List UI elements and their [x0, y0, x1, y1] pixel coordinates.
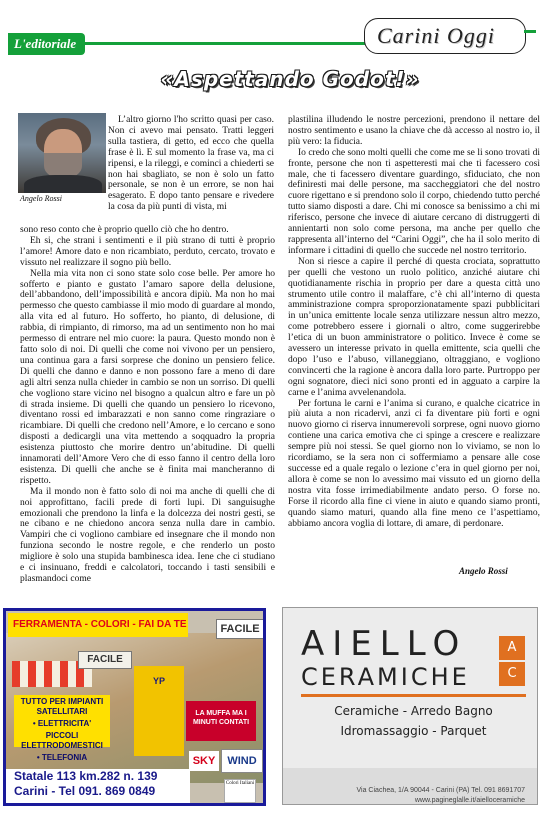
- aiello-ceramiche-ad: [282, 607, 538, 805]
- hardware-store-ad: [3, 608, 266, 806]
- header-rule-right: [524, 30, 536, 33]
- article-paragraph: Nella mia vita non ci sono state solo cose belle. Per amore ho sofferto e pianto e gustato l’amaro sapore della delusione, dell’abbandono, dell’impossibilità e ancora dipiù. Ma non ho mai permesso che questo cambiasse il mio modo di guardare al mondo, alla vita ed al futuro. Ho sofferto, ho pianto, di delusione, di rabbia, di rimpianto, di rimorso, ma ad un sentimento non ho mai permesso di entrare nel mio cuore: la paura. Questo mondo non è fatto solo di noi. Di quelli che come noi vivono per un pensiero, una continua gara a farsi sorprese che donino un pensiero felice. Di quelli che danno e danno e non possono fare a meno di dare agli altri senza nulla chieder in cambio se non un sorriso. Di quelli che vogliono stare vicino nel bisogno a qualcun altro e fare un pò di strada insieme. Di quelli che quando un pensiero lo ricevono, diventano rossi ed imbarazzati e non sanno come ringraziare o ricambiare. Di quelli che credono nell’Amore, e lo cercano e sono disposti a dedicargli una vita mettendo a soqquadro la propria esistenza piuttosto che morire dentro un’abitudine. Di quelli innamorati dell’Amore Vero che di esso fanno il centro della loro esistenza. Di quelli che anche se è finita mai mancheranno di rispetto.: [20, 268, 275, 486]
- article-paragraph: Ma il mondo non è fatto solo di noi ma anche di quelli che di noi approfittano, facili prede di forti lupi. Di sanguisughe emozionali che prendono la linfa e la dolcezza dei nostri gesti, se ne cibano e ne chiedono ancora senza nulla dare in cambio. Vampiri che ci vogliono cambiare ed insegnare che il mondo non funziona secondo le nostre regole, e che renderlo un posto migliore è solo una stupida bambinesca idea. Iene che ci studiano e ci insinuano, freddi e calcolatori, toccando i tasti sensibili e plasmandoci come: [20, 486, 275, 584]
- ad-address-box: [6, 769, 190, 805]
- ad-services-line: Idromassaggio - Parquet: [340, 724, 487, 738]
- services-line: TUTTO PER IMPIANTI SATELLITARI: [20, 697, 104, 716]
- logo-letter-a: A: [499, 636, 525, 660]
- article-paragraph: sono reso conto che è proprio quello ciò che ho dentro.: [20, 225, 229, 235]
- red-sign-text: LA MUFFA MA I MINUTI CONTATI: [192, 710, 250, 726]
- article-paragraph: Per fortuna le carni e l’anima si curano, e qualche cicatrice in più aiuta a non ricadervi, anzi ci fa diventare più forti e ogni nuovo giorno ci riserva innumerevoli sorprese, ogni nuovo giorno contiene una carica emotiva che ci spinge a crescere e realizzare sempre più noi stessi. Se quel giorno non lo viviamo, se non lo ricordiamo, se la sera non ci soffermiamo a pensare alle cose successe ed a quale regalo o lezione c’era in quel giorno per noi, allora è come se non lo avessimo mai vissuto ed un giorno della nostra vita fosse irrimediabilmente andato perso. O forse no. Forse il ricordo alla fine ci viene in aiuto e quando siamo pronti, quando siamo maturi, quando alla fine meno ce l’aspettiamo, abbiamo ancora voglia di lottare, di amare, di perdonare.: [288, 398, 540, 529]
- ad-banner: [8, 613, 188, 637]
- article-paragraph: Eh si, che strani i sentimenti e il più strano di tutti è proprio l’amore! Amore dato e non ricambiato, perduto, cercato, trovato e vissuto nel realizzare il sogno più bello.: [20, 235, 275, 268]
- author-photo: [18, 113, 106, 193]
- article-paragraph: L’altro giorno l'ho scritto quasi per caso. Non ci avevo mai pensato. Tratti leggeri sulla tastiera, di getto, ed ecco che quella frase è lì. E sul momento la frase va, ma ci ripensi, e la rileggi, e cominci a chiederti se non hai sbagliato, se non è solo un fatto personale, se non è un errore, se non hai esagerato. E dopo tanto pensare e rivedere la cosa da più punti di vista, mi: [108, 115, 274, 213]
- red-sign: [186, 701, 256, 741]
- services-line: • ELETTRICITA': [32, 719, 92, 728]
- ad-services-line: Ceramiche - Arredo Bagno: [334, 704, 493, 718]
- services-line: • TELEFONIA: [36, 753, 88, 762]
- services-line: PICCOLI ELETTRODOMESTICI: [21, 731, 103, 750]
- author-signature: Angelo Rossi: [459, 566, 508, 576]
- section-label: L'editoriale: [14, 36, 77, 51]
- article-paragraph: Io credo che sono molti quelli che come me se li sono trovati di fronte, persone che non ti aspetteresti mai che ti facessero così male, che ti facessero diventare guardingo, sfiduciato, che non definiresti mai delle persone, ma saccheggiatori che del nostro cuore rigettano e si prendono solo il corpo, chiedendo tutto perché tutto siamo disposti a dare. Chi mi conosce sa benissimo a chi mi riferisco, persone che invece di aiutare cercano di distruggerti di annientarti non solo come persona, ma anche per quello che rappresenta all’interno del “Carini Oggi”, che ha il solo merito di informare i cittadini di quello che succede nel nostro territorio.: [288, 147, 540, 256]
- sky-logo: SKY: [189, 751, 219, 771]
- ad-brand-name: AIELLO: [301, 624, 468, 664]
- masthead-title: Carini Oggi: [377, 23, 495, 48]
- facile-sign: FACILE: [216, 619, 264, 639]
- ad-brand-subtitle: CERAMICHE: [301, 663, 470, 691]
- colori-logo: Colori Italiani: [224, 779, 256, 803]
- header-rule: [85, 42, 365, 45]
- ad-address-line: Statale 113 km.282 n. 139: [14, 769, 158, 783]
- article-column-1-top: [108, 115, 274, 213]
- facile-sign: FACILE: [78, 651, 132, 669]
- photo-caption: Angelo Rossi: [20, 194, 62, 203]
- services-sign: [14, 695, 110, 762]
- ad-footer: [283, 768, 537, 805]
- article-column-2: [288, 115, 540, 529]
- masthead-box: [364, 18, 526, 54]
- aiello-logo: [499, 636, 525, 686]
- ad-footer-address: Via Ciachea, 1/A 90044 - Carini (PA) Tel. 091 8691707: [356, 787, 525, 794]
- ad-footer-website: www.pagineglalle.it/aielloceramiche: [414, 797, 525, 804]
- article-column-1: [20, 225, 275, 585]
- section-label-tab: [8, 33, 85, 55]
- ad-banner-text: FERRAMENTA - COLORI - FAI DA TE: [13, 619, 187, 630]
- ad-divider: [301, 694, 526, 697]
- logo-letter-c: C: [499, 662, 525, 686]
- article-paragraph: Non si riesce a capire il perché di questa crociata, soprattutto per quelli che vestono un ruolo politico, anziché aiutare chi quotidianamente rischia in proprio per dare a questa città uno strumento utile contro il malaffare, c’è chi all’interno di questa amministrazione compra sproporzionatamente spazi pubblicitari in un’unica emittente locale senza utilizzare nessun altro mezzo, come potrebbero essere i giornali o altro, come suggerirebbe l’etica di un buon amministratore o politico. Invece è come se avessero un interesse privato in quella emittente, scia quelli che dopo l’uso e l’abuso, villaneggiano, oltraggiano, e vogliono convincerti che la ragione è ancora dalla loro parte. Purtroppo per ogni sognatore, dieci nici sono pronti ed in agguato a carpire la carne e l’anima avvelenandola.: [288, 256, 540, 398]
- article-paragraph: plastilina illudendo le nostre percezioni, prendono il nettare del nostro sentimento e usano la chiave che dà accesso al nostro io, il più vero: la fiducia.: [288, 115, 540, 147]
- wind-logo: WIND: [221, 749, 263, 773]
- article-title: «Aspettando Godot!»: [160, 67, 420, 91]
- yellow-sign: [134, 666, 184, 756]
- yellow-sign-text: YP: [152, 676, 165, 686]
- ad-phone-line: Carini - Tel 091. 869 0849: [14, 784, 156, 798]
